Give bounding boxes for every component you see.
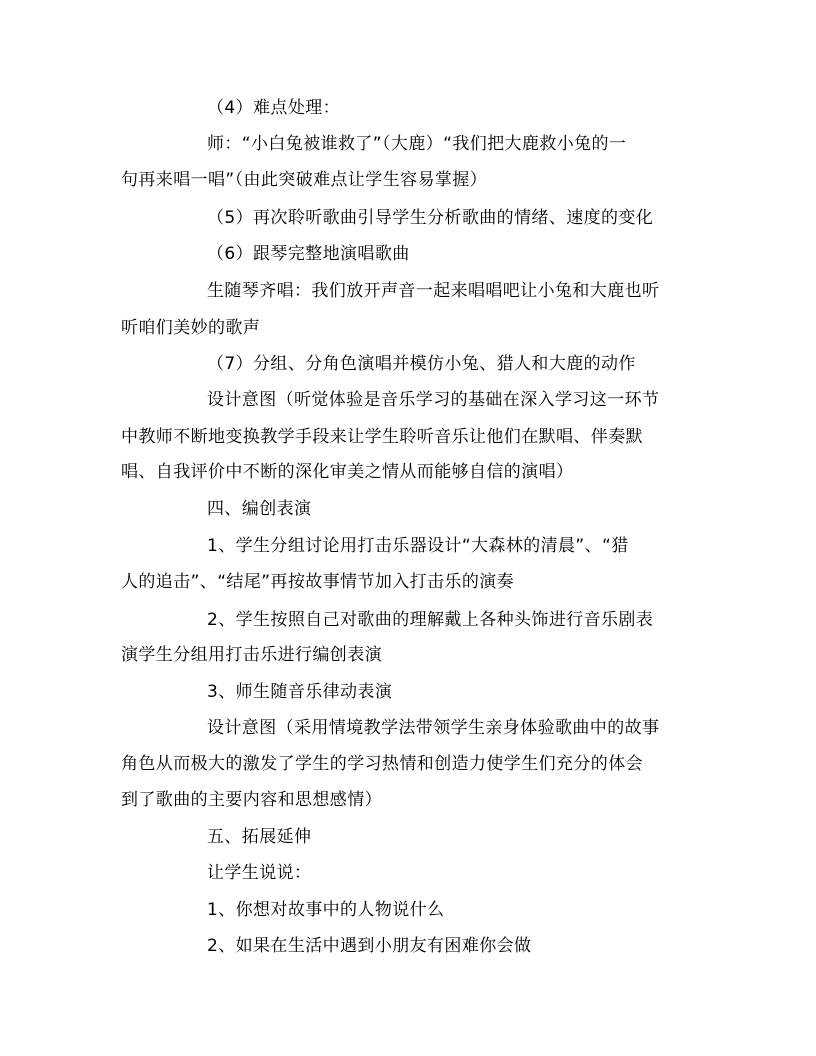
text-line: 让学生说说： <box>207 863 312 883</box>
text-line: 生随琴齐唱：我们放开声音一起来唱唱吧让小兔和大鹿也听 <box>207 281 660 301</box>
text-line: 人的追击”、“结尾”再按故事情节加入打击乐的演奏 <box>121 572 515 592</box>
text-line: （6）跟琴完整地演唱歌曲 <box>207 244 410 264</box>
text-line: 1、学生分组讨论用打击乐器设计“大森林的清晨”、“猎 <box>207 536 629 556</box>
text-line: 3、师生随音乐律动表演 <box>207 682 393 702</box>
text-line: 1、你想对故事中的人物说什么 <box>207 900 445 920</box>
section-heading: 五、拓展延伸 <box>207 827 312 847</box>
text-line: 到了歌曲的主要内容和思想感情） <box>121 790 382 810</box>
text-line: 2、学生按照自己对歌曲的理解戴上各种头饰进行音乐剧表 <box>207 610 654 630</box>
text-line: 唱、自我评价中不断的深化审美之情从而能够自信的演唱） <box>121 462 574 482</box>
text-line: （7）分组、分角色演唱并模仿小兔、猎人和大鹿的动作 <box>207 354 636 374</box>
text-line: 2、如果在生活中遇到小朋友有困难你会做 <box>207 936 532 956</box>
text-line: 角色从而极大的激发了学生的学习热情和创造力使学生们充分的体会 <box>121 754 643 774</box>
text-line: 设计意图（听觉体验是音乐学习的基础在深入学习这一环节 <box>207 390 660 410</box>
text-line: 句再来唱一唱”（由此突破难点让学生容易掌握） <box>121 170 488 190</box>
text-line: （4）难点处理： <box>207 98 341 118</box>
text-line: 师：“小白兔被谁救了”（大鹿）“我们把大鹿救小兔的一 <box>207 134 627 154</box>
text-line: 中教师不断地变换教学手段来让学生聆听音乐让他们在默唱、伴奏默 <box>121 427 643 447</box>
text-line: （5）再次聆听歌曲引导学生分析歌曲的情绪、速度的变化 <box>207 208 654 228</box>
text-line: 设计意图（采用情境教学法带领学生亲身体验歌曲中的故事 <box>207 718 660 738</box>
text-line: 演学生分组用打击乐进行编创表演 <box>121 645 382 665</box>
text-line: 听咱们美妙的歌声 <box>121 318 261 338</box>
section-heading: 四、编创表演 <box>207 499 312 519</box>
